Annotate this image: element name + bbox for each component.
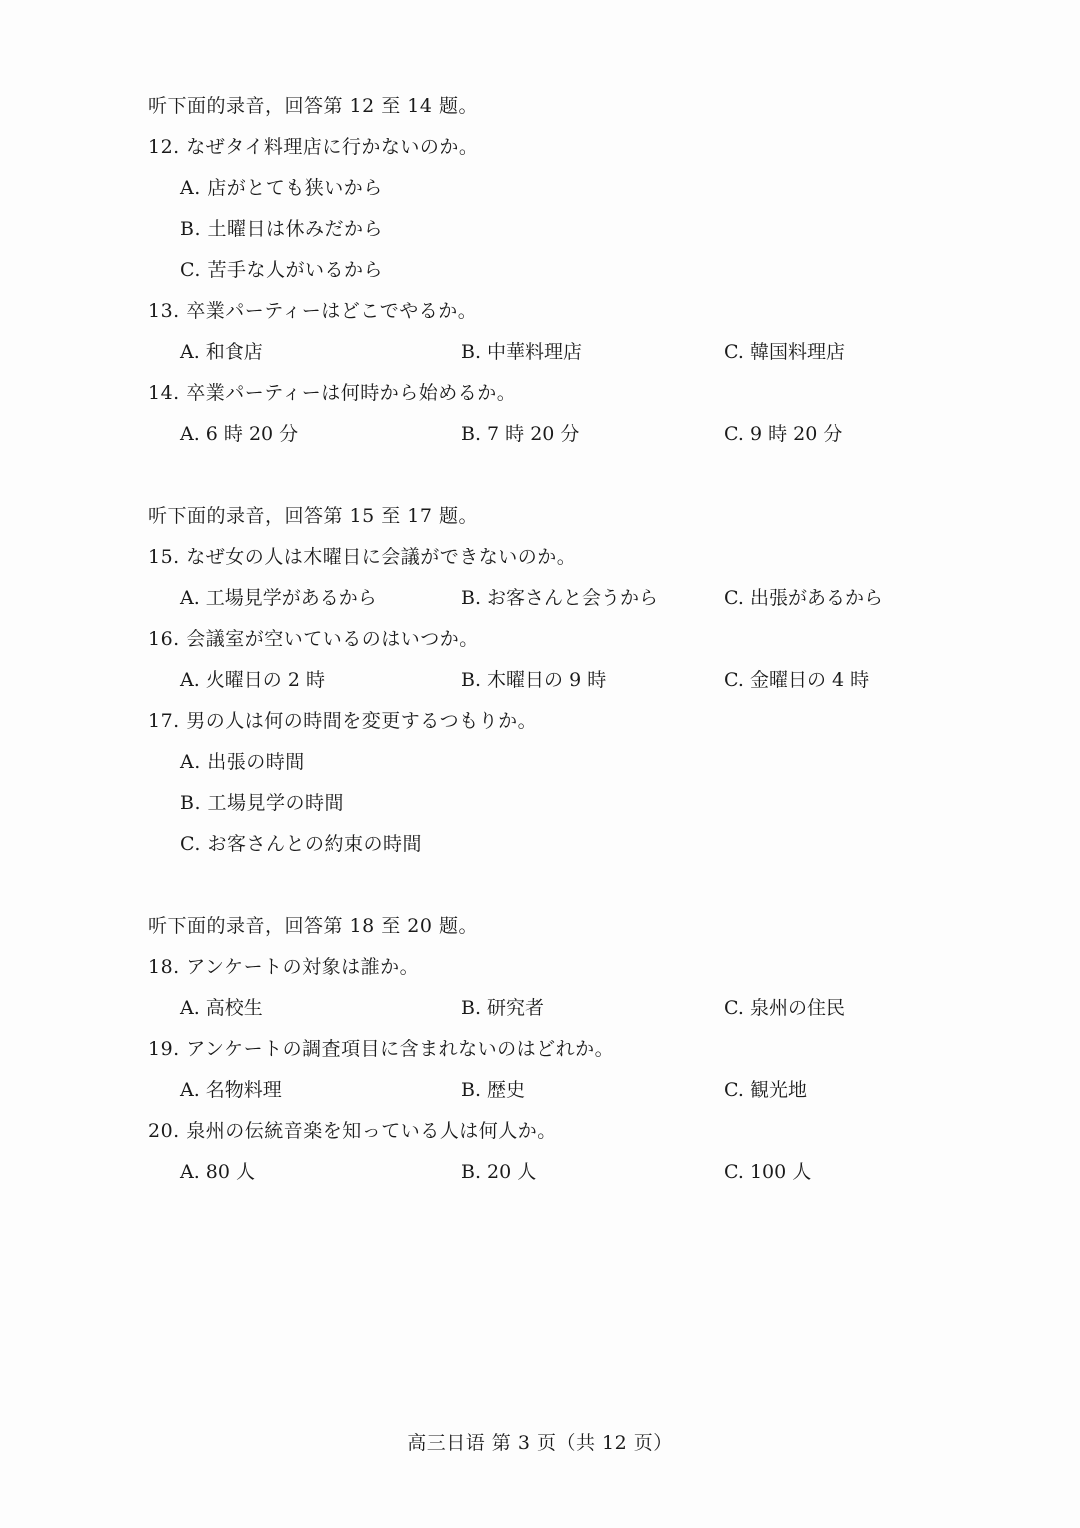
option-12-c: C. 苦手な人がいるから xyxy=(180,259,383,281)
section-intro: 听下面的录音，回答第 18 至 20 题。 xyxy=(148,915,479,937)
question-17: 17. 男の人は何の時間を変更するつもりか。 xyxy=(148,710,538,732)
option-14-c: C. 9 時 20 分 xyxy=(724,423,843,445)
question-20: 20. 泉州の伝統音楽を知っている人は何人か。 xyxy=(148,1120,557,1142)
question-16: 16. 会議室が空いているのはいつか。 xyxy=(148,628,479,650)
options-13 xyxy=(148,332,948,373)
question-13: 13. 卒業パーティーはどこでやるか。 xyxy=(148,300,478,322)
option-18-a: A. 高校生 xyxy=(180,997,263,1019)
option-19-a: A. 名物料理 xyxy=(180,1079,282,1101)
option-20-c: C. 100 人 xyxy=(724,1161,812,1183)
question-19: 19. アンケートの調査項目に含まれないのはどれか。 xyxy=(148,1038,615,1060)
page-footer: 高三日语 第 3 页（共 12 页） xyxy=(407,1432,673,1454)
section-intro: 听下面的录音，回答第 12 至 14 题。 xyxy=(148,95,479,117)
option-19-b: B. 歴史 xyxy=(461,1079,526,1101)
option-20-a: A. 80 人 xyxy=(180,1161,256,1183)
option-17-b: B. 工場見学の時間 xyxy=(180,792,345,814)
options-14 xyxy=(148,414,948,455)
option-13-c: C. 韓国料理店 xyxy=(724,341,845,363)
option-18-b: B. 研究者 xyxy=(461,997,545,1019)
option-16-a: A. 火曜日の 2 時 xyxy=(180,669,325,691)
options-16 xyxy=(148,660,948,701)
options-20 xyxy=(148,1152,948,1193)
option-17-c: C. お客さんとの約束の時間 xyxy=(180,833,422,855)
option-16-c: C. 金曜日の 4 時 xyxy=(724,669,870,691)
section-12-14 xyxy=(148,86,948,455)
option-17-a: A. 出張の時間 xyxy=(180,751,305,773)
question-18: 18. アンケートの対象は誰か。 xyxy=(148,956,420,978)
question-12: 12. なぜタイ料理店に行かないのか。 xyxy=(148,136,479,158)
option-16-b: B. 木曜日の 9 時 xyxy=(461,669,607,691)
option-19-c: C. 観光地 xyxy=(724,1079,807,1101)
option-12-b: B. 土曜日は休みだから xyxy=(180,218,384,240)
option-15-c: C. 出張があるから xyxy=(724,587,883,609)
section-intro: 听下面的录音，回答第 15 至 17 题。 xyxy=(148,505,479,527)
option-15-a: A. 工場見学があるから xyxy=(180,587,377,609)
option-13-a: A. 和食店 xyxy=(180,341,263,363)
option-20-b: B. 20 人 xyxy=(461,1161,537,1183)
section-18-20 xyxy=(148,906,948,1193)
option-14-b: B. 7 時 20 分 xyxy=(461,423,580,445)
question-14: 14. 卒業パーティーは何時から始めるか。 xyxy=(148,382,517,404)
option-15-b: B. お客さんと会うから xyxy=(461,587,659,609)
section-15-17 xyxy=(148,496,948,865)
option-18-c: C. 泉州の住民 xyxy=(724,997,845,1019)
options-15 xyxy=(148,578,948,619)
option-14-a: A. 6 時 20 分 xyxy=(180,423,299,445)
question-15: 15. なぜ女の人は木曜日に会議ができないのか。 xyxy=(148,546,577,568)
option-13-b: B. 中華料理店 xyxy=(461,341,583,363)
option-12-a: A. 店がとても狭いから xyxy=(180,177,383,199)
options-18 xyxy=(148,988,948,1029)
options-19 xyxy=(148,1070,948,1111)
